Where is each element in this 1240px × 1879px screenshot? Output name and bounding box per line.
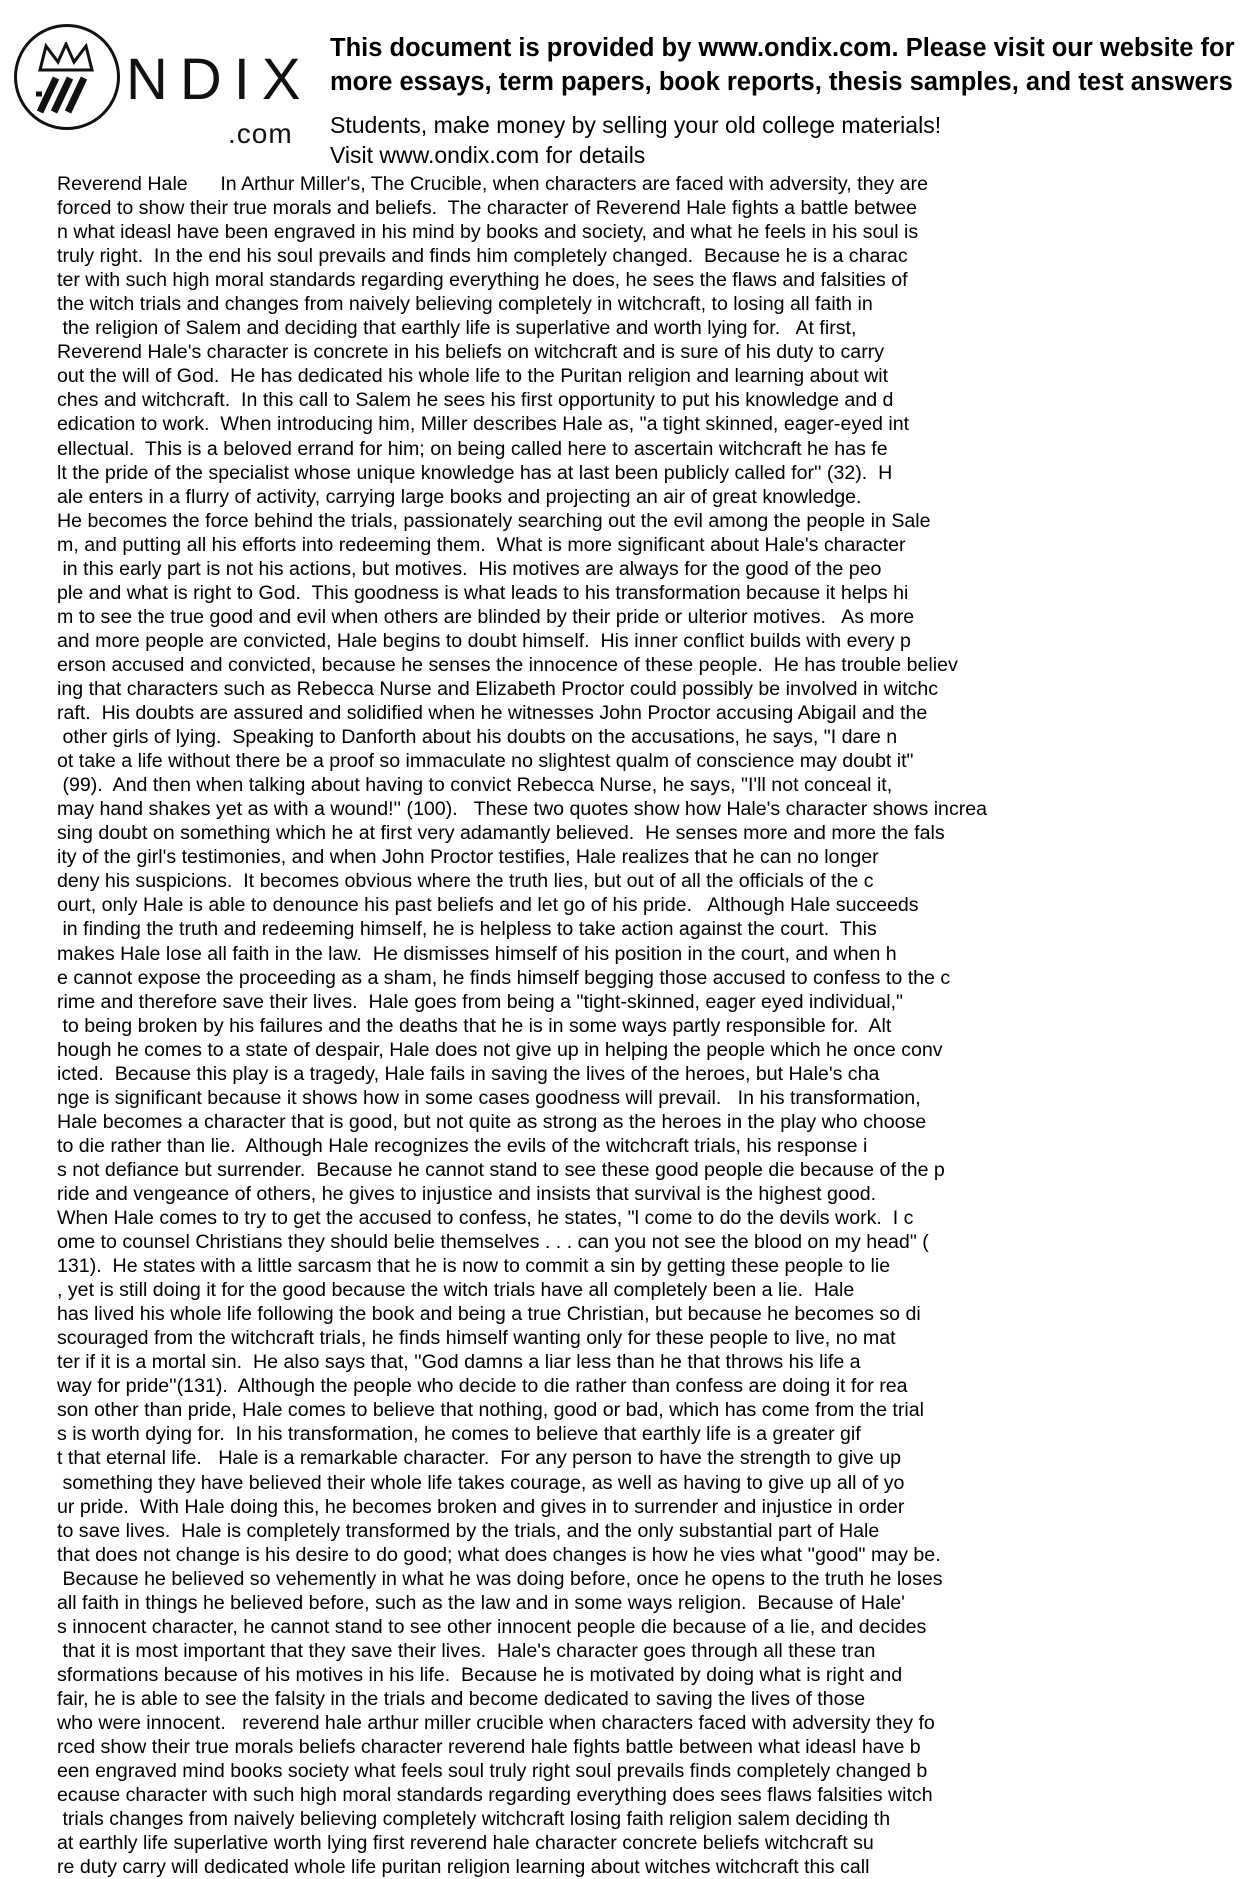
- essay-line: ter with such high moral standards regarding everything he does, he sees the flaws and falsities of: [57, 269, 908, 292]
- essay-line: in this early part is not his actions, but motives. His motives are always for the good of the peo: [57, 557, 882, 580]
- essay-line: re duty carry will dedicated whole life puritan religion learning about witches witchcraft this call: [57, 1856, 870, 1879]
- logo-suffix: .com: [228, 118, 293, 149]
- essay-line: may hand shakes yet as with a wound!'' (100). These two quotes show how Hale's character shows increa: [57, 798, 988, 821]
- essay-line: at earthly life superlative worth lying first reverend hale character concrete beliefs witchcraft su: [57, 1832, 874, 1855]
- ondix-logo: [0, 18, 330, 158]
- essay-line: ale enters in a flurry of activity, carrying large books and projecting an air of great knowledge.: [57, 485, 862, 508]
- essay-line: scouraged from the witchcraft trials, he finds himself wanting only for these people to live, no mat: [57, 1327, 896, 1350]
- essay-line: ride and vengeance of others, he gives to injustice and insists that survival is the highest good.: [57, 1182, 877, 1205]
- essay-line: m to see the true good and evil when others are blinded by their pride or ulterior motives. As more: [57, 605, 915, 628]
- essay-line: has lived his whole life following the book and being a true Christian, but because he becomes so di: [57, 1303, 921, 1326]
- essay-line: raft. His doubts are assured and solidified when he witnesses John Proctor accusing Abigail and the: [57, 702, 928, 725]
- essay-line: Because he believed so vehemently in what he was doing before, once he opens to the truth he loses: [57, 1567, 943, 1590]
- essay-line: ches and witchcraft. In this call to Salem he sees his first opportunity to put his knowledge and d: [57, 389, 894, 412]
- header-spacer: [330, 99, 1240, 111]
- essay-line: ourt, only Hale is able to denounce his past beliefs and let go of his pride. Although Hale succeeds: [57, 894, 919, 917]
- essay-line: Reverend Hale's character is concrete in his beliefs on witchcraft and is sure of his duty to carry: [57, 341, 885, 364]
- essay-line: forced to show their true morals and beliefs. The character of Reverend Hale fights a battle betwee: [57, 197, 918, 220]
- essay-line: fair, he is able to see the falsity in the trials and become dedicated to saving the lives of those: [57, 1687, 866, 1710]
- essay-line: He becomes the force behind the trials, passionately searching out the evil among the people in Sale: [57, 509, 931, 532]
- promo-line-3: Students, make money by selling your old college materials!: [330, 112, 942, 139]
- essay-line: 131). He states with a little sarcasm that he is now to commit a sin by getting these people to lie: [57, 1255, 891, 1278]
- essay-line: When Hale comes to try to get the accused to confess, he states, "l come to do the devils work. I c: [57, 1207, 914, 1230]
- essay-line: out the will of God. He has dedicated his whole life to the Puritan religion and learning about wit: [57, 365, 889, 388]
- essay-line: edication to work. When introducing him, Miller describes Hale as, "a tight skinned, eager-eyed int: [57, 413, 910, 436]
- essay-line: rime and therefore save their lives. Hale goes from being a "tight-skinned, eager eyed individual,": [57, 990, 904, 1013]
- essay-line: ing that characters such as Rebecca Nurse and Elizabeth Proctor could possibly be involved in witchc: [57, 677, 939, 700]
- essay-line: ple and what is right to God. This goodness is what leads to his transformation because it helps hi: [57, 581, 909, 604]
- essay-line: way for pride''(131). Although the people who decide to die rather than confess are doing it for rea: [57, 1375, 908, 1398]
- essay-line: (99). And then when talking about having to convict Rebecca Nurse, he says, "I'll not conceal it,: [57, 774, 893, 797]
- essay-line: e cannot expose the proceeding as a sham, he finds himself begging those accused to confess to the c: [57, 966, 951, 989]
- essay-line: ter if it is a mortal sin. He also says that, ''God damns a liar less than he that throws his life a: [57, 1351, 861, 1374]
- essay-line: s innocent character, he cannot stand to see other innocent people die because of a lie, and decides: [57, 1615, 927, 1638]
- promo-line-4: Visit www.ondix.com for details: [330, 141, 646, 168]
- logo-wordmark: NDIX: [126, 47, 313, 112]
- header-promo-text: [330, 18, 1240, 170]
- essay-line: son other than pride, Hale comes to believe that nothing, good or bad, which has come from the trial: [57, 1399, 924, 1422]
- essay-line: makes Hale lose all faith in the law. He dismisses himself of his position in the court, and when h: [57, 942, 897, 965]
- essay-line: that it is most important that they save their lives. Hale's character goes through all these tran: [57, 1639, 876, 1662]
- essay-line: sing doubt on something which he at first very adamantly believed. He senses more and more the fals: [57, 822, 945, 845]
- essay-line: deny his suspicions. It becomes obvious where the truth lies, but out of all the officials of the c: [57, 870, 874, 893]
- essay-line: s not defiance but surrender. Because he cannot stand to see these good people die because of the p: [57, 1158, 945, 1181]
- essay-line: to save lives. Hale is completely transformed by the trials, and the only substantial part of Hale: [57, 1519, 880, 1542]
- essay-line: s is worth dying for. In his transformation, he comes to believe that earthly life is a greater gif: [57, 1423, 861, 1446]
- essay-line: icted. Because this play is a tragedy, Hale fails in saving the lives of the heroes, but Hale's cha: [57, 1062, 880, 1085]
- essay-line: ur pride. With Hale doing this, he becomes broken and gives in to surrender and injustice in order: [57, 1495, 905, 1518]
- essay-line: that does not change is his desire to do good; what does changes is how he vies what ''good" may be.: [57, 1543, 941, 1566]
- essay-line: erson accused and convicted, because he senses the innocence of these people. He has trouble believ: [57, 653, 958, 676]
- essay-line: nge is significant because it shows how in some cases goodness will prevail. In his transformation,: [57, 1086, 921, 1109]
- crown-icon: [38, 42, 94, 72]
- essay-line: something they have believed their whole life takes courage, as well as having to give up all of yo: [57, 1471, 905, 1494]
- essay-line: t that eternal life. Hale is a remarkable character. For any person to have the strength to give up: [57, 1447, 902, 1470]
- essay-line: sformations because of his motives in his life. Because he is motivated by doing what is right and: [57, 1663, 903, 1686]
- essay-line: ecause character with such high moral standards regarding everything does sees flaws falsities witch: [57, 1784, 933, 1807]
- promo-line-1: This document is provided by www.ondix.com. Please visit our website for: [330, 34, 1235, 62]
- essay-line: ome to counsel Christians they should belie themselves . . . can you not see the blood on my head" (: [57, 1231, 929, 1254]
- essay-line: truly right. In the end his soul prevails and finds him completely changed. Because he is a charac: [57, 245, 908, 268]
- essay-line: all faith in things he believed before, such as the law and in some ways religion. Because of Hale': [57, 1591, 905, 1614]
- essay-line: rced show their true morals beliefs character reverend hale fights battle between what ideasl have b: [57, 1736, 921, 1759]
- essay-line: Reverend Hale In Arthur Miller's, The Crucible, when characters are faced with adversity, they are: [57, 173, 928, 195]
- essay-line: ellectual. This is a beloved errand for him; on being called here to ascertain witchcraft he has fe: [57, 437, 888, 460]
- essay-line: , yet is still doing it for the good because the witch trials have all completely been a lie. Hale: [57, 1279, 855, 1302]
- promo-line-2: more essays, term papers, book reports, thesis samples, and test answers: [330, 67, 1233, 96]
- essay-line: n what ideasl have been engraved in his mind by books and society, and what he feels in his soul is: [57, 221, 919, 244]
- essay-line: een engraved mind books society what feels soul truly right soul prevails finds completely changed b: [57, 1760, 928, 1783]
- document-header: [0, 18, 1240, 168]
- essay-line: in finding the truth and redeeming himself, he is helpless to take action against the court. This: [57, 918, 877, 941]
- essay-line: who were innocent. reverend hale arthur miller crucible when characters faced with adversity they fo: [57, 1712, 935, 1734]
- essay-line: trials changes from naively believing completely witchcraft losing faith religion salem deciding th: [57, 1808, 891, 1831]
- essay-line: other girls of lying. Speaking to Danforth about his doubts on the accusations, he says, "I dare n: [57, 726, 898, 749]
- essay-line: the witch trials and changes from naively believing completely in witchcraft, to losing all faith in: [57, 293, 873, 316]
- essay-line: ity of the girl's testimonies, and when John Proctor testifies, Hale realizes that he can no longer: [57, 846, 879, 869]
- essay-line: lt the pride of the specialist whose unique knowledge has at last been publicly called for'' (32). H: [57, 461, 893, 484]
- essay-line: to die rather than lie. Although Hale recognizes the evils of the witchcraft trials, his response i: [57, 1134, 868, 1157]
- essay-line: the religion of Salem and deciding that earthly life is superlative and worth lying for. At first,: [57, 317, 857, 340]
- essay-body: [57, 172, 1187, 1879]
- slashes-icon: [34, 74, 96, 114]
- essay-line: m, and putting all his efforts into redeeming them. What is more significant about Hale's character: [57, 533, 906, 556]
- essay-line: and more people are convicted, Hale begins to doubt himself. His inner conflict builds with every p: [57, 629, 911, 652]
- essay-line: ot take a life without there be a proof so immaculate no slightest qualm of conscience may doubt it": [57, 750, 914, 773]
- essay-line: Hale becomes a character that is good, but not quite as strong as the heroes in the play who choose: [57, 1110, 927, 1133]
- essay-line: hough he comes to a state of despair, Hale does not give up in helping the people which he once conv: [57, 1038, 943, 1061]
- essay-line: to being broken by his failures and the deaths that he is in some ways partly responsible for. Alt: [57, 1014, 892, 1037]
